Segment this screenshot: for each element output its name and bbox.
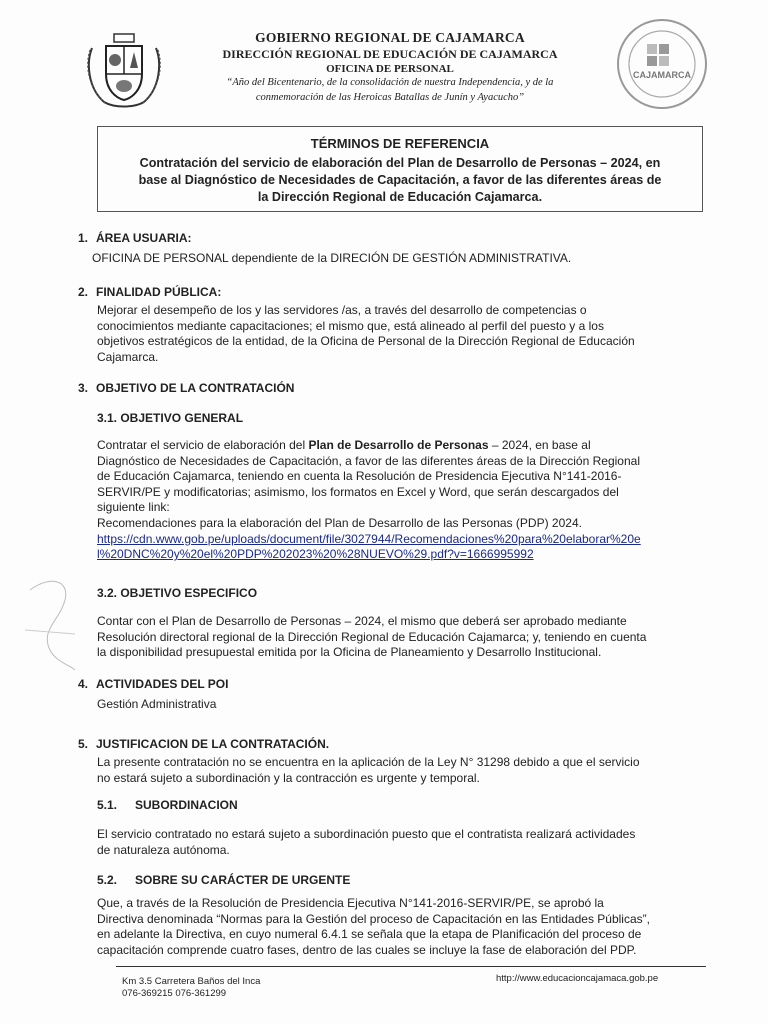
footer-rule [116,966,706,967]
terms-box [97,126,703,212]
section-1-heading: 1. ÁREA USUARIA: [78,231,192,245]
section-5-1-text: El servicio contratado no estará sujeto a subordinación puesto que el contratista realizará actividades de naturaleza autónoma. [97,827,636,857]
section-1-text: OFICINA DE PERSONAL dependiente de la DIRECIÓN DE GESTIÓN ADMINISTRATIVA. [92,251,572,265]
pdp-recommendations-link[interactable]: https://cdn.www.gob.pe/uploads/document/file/3027944/Recomendaciones%20para%20elaborar%20e [97,531,641,546]
section-3-2-text: Contar con el Plan de Desarrollo de Personas – 2024, el mismo que deberá ser aprobado mediante Resolución directoral regional de la Dirección Regional de Educación Cajamarca; y, teniendo en cuenta la disponibilidad presupuestal emitida por la Oficina de Planeamiento y Desarrollo Institucional. [97,614,647,660]
terms-subtitle: Contratación del servicio de elaboración del Plan de Desarrollo de Personas – 2024, en base al Diagnóstico de Necesidades de Capacitación, a favor de las diferentes áreas de la Dirección Regional de Educación Cajamarca. [138,156,662,204]
section-2-heading: 2. FINALIDAD PÚBLICA: [78,285,222,299]
section-3-heading: 3. OBJETIVO DE LA CONTRATACIÓN [78,381,295,395]
section-4-heading: 4. ACTIVIDADES DEL POI [78,677,229,691]
letterhead-motto-line2: conmemoración de las Heroicas Batallas de Junín y Ayacucho” [255,92,525,103]
section-5-2-text: Que, a través de la Resolución de Presidencia Ejecutiva N°141-2016-SERVIR/PE, se aprobó la Directiva denominada “Normas para la Gestión del proceso de Capacitación en las Entidades Públicas”, en adelante la Directiva, en cuyo numeral 6.4.1 se señala que la etapa de Planificación del proceso de capacitación comprende cuatro fases, dentro de las cuales se incluye la fase de elaboración del PDP. [97,896,650,957]
margin-signature-scribble [20,570,80,680]
section-2-text: Mejorar el desempeño de los y las servidores /as, a través del desarrollo de competencias o conocimientos mediante capacitaciones; el mismo que, está alineado al perfil del puesto y a los objetivos estratégicos de la entidad, de la Oficina de Personal de la Dirección Regional de Educación Cajamarca. [97,303,635,364]
section-5-2-heading: 5.2. SOBRE SU CARÁCTER DE URGENTE [97,873,351,887]
letterhead-government: GOBIERNO REGIONAL DE CAJAMARCA [255,30,525,45]
section-3-1-heading: 3.1. OBJETIVO GENERAL [97,411,244,425]
section-5-1-heading: 5.1. SUBORDINACION [97,798,238,812]
footer-address: Km 3.5 Carretera Baños del Inca 076-369215 076-361299 [122,976,261,999]
section-5-text: La presente contratación no se encuentra en la aplicación de la Ley N° 31298 debido a que el servicio no estará sujeto a subordinación y la contracción es urgente y temporal. [97,755,640,785]
terms-title: TÉRMINOS DE REFERENCIA [310,136,490,151]
seal-text: CAJAMARCA [633,70,691,80]
section-3-2-heading: 3.2. OBJETIVO ESPECIFICO [97,586,258,600]
section-4-text: Gestión Administrativa [97,697,217,711]
section-5-heading: 5. JUSTIFICACION DE LA CONTRATACIÓN. [78,737,330,751]
letterhead [170,30,610,105]
peru-coat-of-arms-logo [84,28,164,110]
letterhead-directorate: DIRECCIÓN REGIONAL DE EDUCACIÓN DE CAJAMARCA [222,47,558,61]
letterhead-office: OFICINA DE PERSONAL [326,63,454,75]
letterhead-motto-line1: “Año del Bicentenario, de la consolidación de nuestra Independencia, y de la [226,77,554,88]
pdp-recommendations-link-cont[interactable]: l%20DNC%20y%20el%20PDP%202023%20%28NUEVO%29.pdf?v=1666995992 [97,547,534,562]
footer-website[interactable]: http://www.educacioncajamaca.gob.pe [496,973,659,984]
section-3-1-text: Contratar el servicio de elaboración del Plan de Desarrollo de Personas – 2024, en base al Diagnóstico de Necesidades de Capacitación, a favor de las diferentes áreas de la Dirección Regional de Educación Cajamarca, teniendo en cuenta la Resolución de Presidencia Ejecutiva N°141-2016- SERVIR/PE y modificatorias; asimismo, los formatos en Excel y Word, que serán descargados del siguiente link: Recomendaciones para la elaboración del Plan de Desarrollo de las Personas (PDP) 2024. https://cdn.www.gob.pe/uploads/document/file/3027944/Recomendaciones%20para%20elaborar%20e l%20DNC%20y%20el%20PDP%202023%20%28NUEVO%29.pdf?v=1666995992 [97,438,689,563]
drec-seal-logo [615,18,710,110]
